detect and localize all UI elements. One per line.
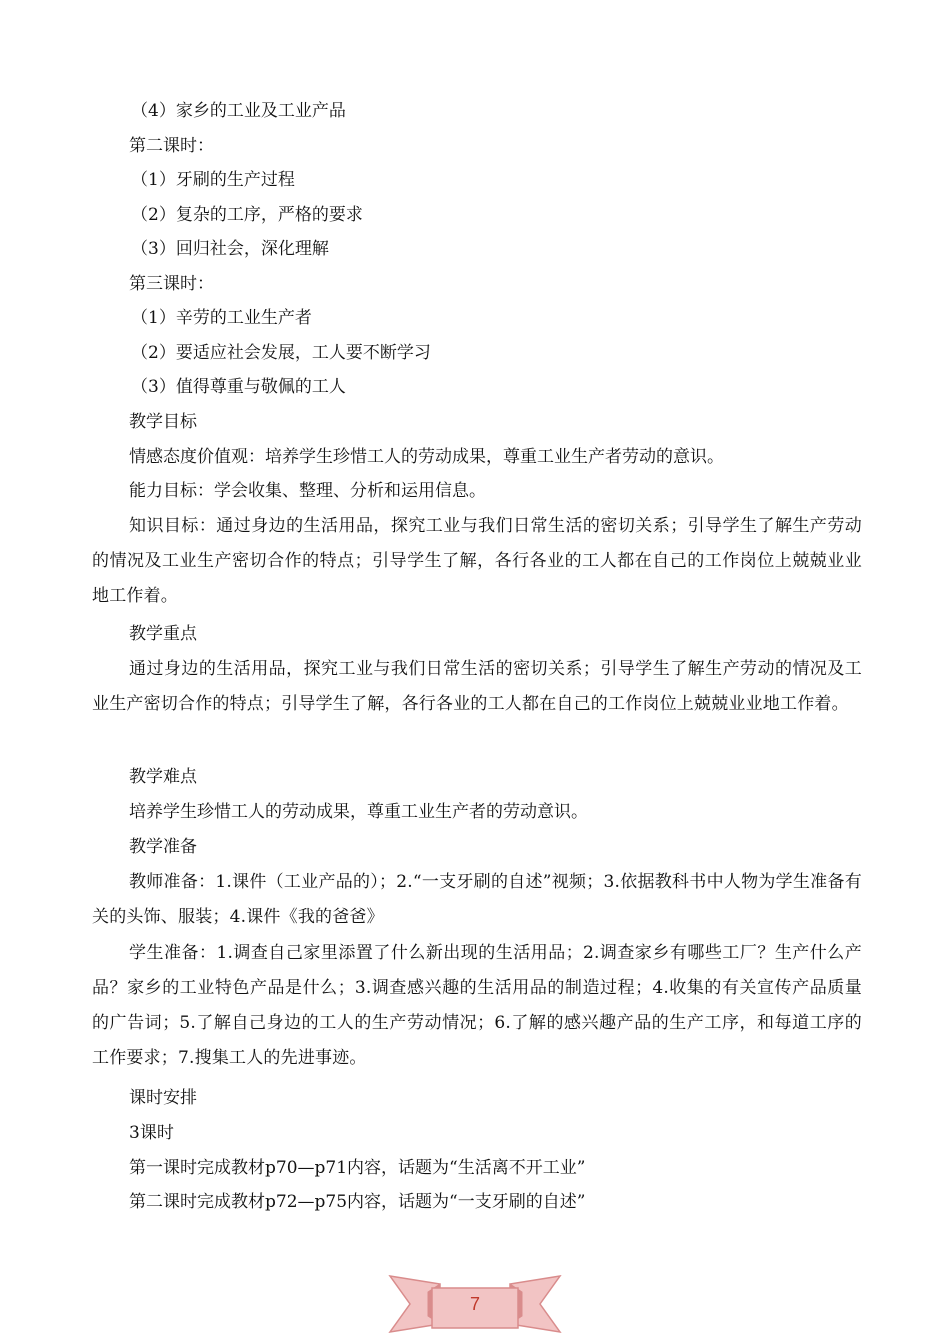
lesson-two-item-3: （3）回归社会，深化理解 — [131, 239, 329, 259]
lesson-two-item-2: （2）复杂的工序，严格的要求 — [131, 205, 363, 225]
emotional-goal: 情感态度价值观：培养学生珍惜工人的劳动成果，尊重工业生产者劳动的意识。 — [129, 447, 724, 467]
outline-item-4: （4）家乡的工业及工业产品 — [131, 101, 346, 121]
lesson-three-item-3: （3）值得尊重与敬佩的工人 — [131, 377, 346, 397]
lesson-two-heading: 第二课时： — [129, 136, 214, 156]
preparation-heading: 教学准备 — [129, 837, 197, 857]
lesson-three-item-1: （1）辛劳的工业生产者 — [131, 308, 312, 328]
lesson-three-item-2: （2）要适应社会发展，工人要不断学习 — [131, 343, 431, 363]
teacher-preparation-paragraph: 教师准备：1.课件（工业产品的）；2.“一支牙刷的自述”视频；3.依据教科书中人物为学生准备有关的头饰、服装；4.课件《我的爸爸》 — [92, 872, 862, 927]
difficulty-text: 培养学生珍惜工人的劳动成果，尊重工业生产者的劳动意识。 — [129, 802, 588, 822]
schedule-lesson-1: 第一课时完成教材p70—p71内容，话题为“生活离不开工业” — [129, 1158, 586, 1178]
knowledge-goal-paragraph: 知识目标：通过身边的生活用品，探究工业与我们日常生活的密切关系；引导学生了解生产劳动的情况及工业生产密切合作的特点；引导学生了解，各行各业的工人都在自己的工作岗位上兢兢业业地工作着。 — [92, 516, 862, 606]
lesson-two-item-1: （1）牙刷的生产过程 — [131, 170, 295, 190]
schedule-heading: 课时安排 — [129, 1088, 197, 1108]
key-points-paragraph: 通过身边的生活用品，探究工业与我们日常生活的密切关系；引导学生了解生产劳动的情况及工业生产密切合作的特点；引导学生了解，各行各业的工人都在自己的工作岗位上兢兢业业地工作着。 — [92, 659, 862, 714]
schedule-total: 3课时 — [129, 1123, 174, 1143]
schedule-lesson-2: 第二课时完成教材p72—p75内容，话题为“一支牙刷的自述” — [129, 1192, 586, 1212]
teaching-goals-heading: 教学目标 — [129, 412, 197, 432]
key-points-heading: 教学重点 — [129, 624, 197, 644]
page-number: 7 — [469, 1294, 480, 1314]
ability-goal: 能力目标：学会收集、整理、分析和运用信息。 — [129, 481, 486, 501]
page-footer — [388, 1270, 562, 1334]
difficulty-heading: 教学难点 — [129, 767, 197, 787]
lesson-three-heading: 第三课时： — [129, 274, 214, 294]
student-preparation-paragraph: 学生准备：1.调查自己家里添置了什么新出现的生活用品；2.调查家乡有哪些工厂？生产什么产品？家乡的工业特色产品是什么；3.调查感兴趣的生活用品的制造过程；4.收集的有关宣传产品质量的广告词；5.了解自己身边的工人的生产劳动情况；6.了解的感兴趣产品的生产工序，和每道工序的工作要求；7.搜集工人的先进事迹。 — [92, 943, 862, 1068]
